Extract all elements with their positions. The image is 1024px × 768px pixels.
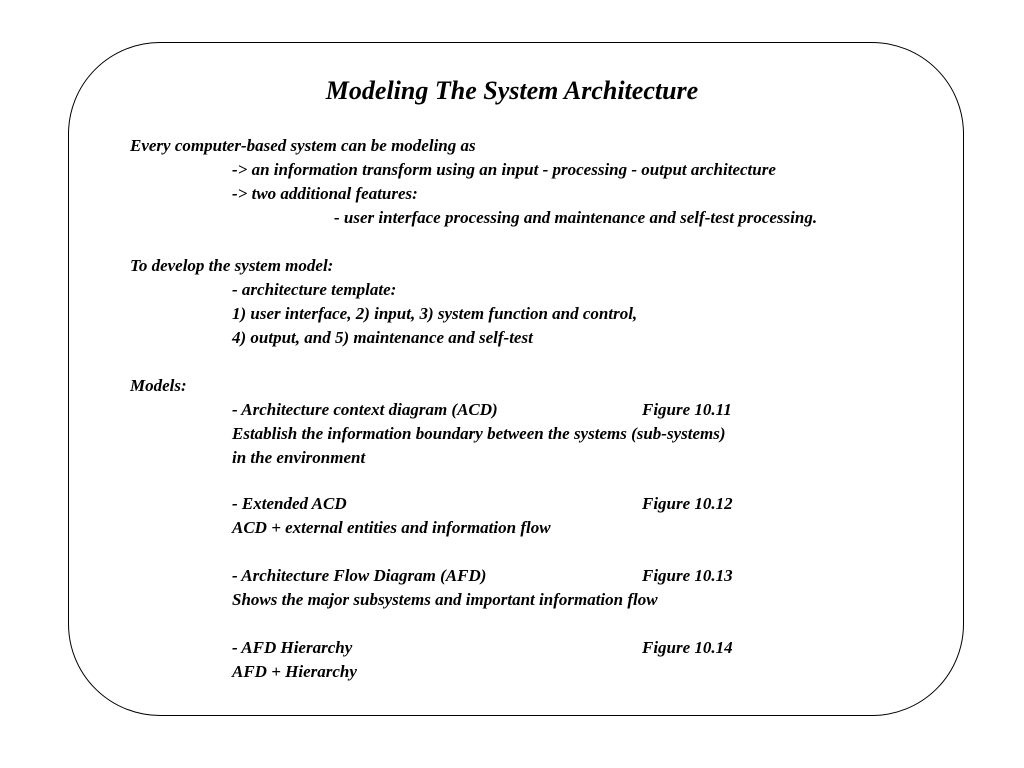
intro-point-1: -> an information transform using an input - processing - output architecture <box>232 160 776 179</box>
model-item-description: Establish the information boundary between the systems (sub-systems) <box>232 424 726 443</box>
slide-title: Modeling The System Architecture <box>325 76 699 105</box>
develop-template-label: - architecture template: <box>232 280 397 299</box>
model-item-name: - Architecture context diagram (ACD) <box>232 400 498 419</box>
model-item-description: in the environment <box>232 448 366 467</box>
model-item-name: - Extended ACD <box>232 494 347 513</box>
model-item-figure: Figure 10.11 <box>642 400 732 419</box>
model-item-description: ACD + external entities and information flow <box>232 518 551 537</box>
model-item-figure: Figure 10.12 <box>642 494 733 513</box>
model-item-name: - AFD Hierarchy <box>232 638 353 657</box>
develop-heading: To develop the system model: <box>130 256 334 275</box>
develop-template-line-1: 1) user interface, 2) input, 3) system function and control, <box>232 304 638 323</box>
model-item-description: Shows the major subsystems and important information flow <box>232 590 658 609</box>
intro-point-2: -> two additional features: <box>232 184 418 203</box>
develop-template-line-2: 4) output, and 5) maintenance and self-test <box>232 328 533 347</box>
model-item-description: AFD + Hierarchy <box>232 662 357 681</box>
model-item-figure: Figure 10.13 <box>642 566 733 585</box>
intro-point-2-detail: - user interface processing and maintenance and self-test processing. <box>334 208 818 227</box>
model-item-name: - Architecture Flow Diagram (AFD) <box>232 566 487 585</box>
model-item-figure: Figure 10.14 <box>642 638 733 657</box>
intro-heading: Every computer-based system can be modeling as <box>130 136 476 155</box>
models-heading: Models: <box>130 376 187 395</box>
